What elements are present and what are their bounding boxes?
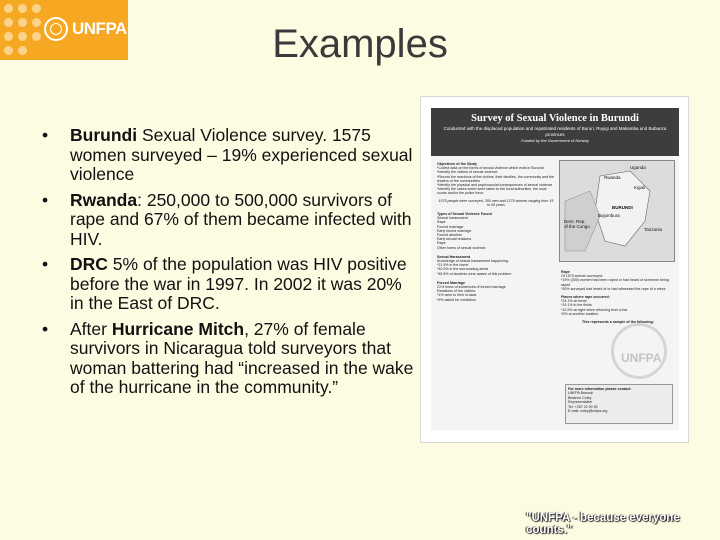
type-item: Other forms of sexual violence — [437, 245, 486, 250]
forced-item: Reactions of the victims: — [437, 289, 476, 294]
contact-line: Representative — [568, 400, 593, 405]
document-left-column — [437, 162, 555, 302]
sample-note: 1575 people were surveyed, 300 men and 1275 women ranging from 15 to 65 years — [438, 198, 554, 207]
document-subtitle: Conducted with the displaced population and repatriated residents of Bururi, Ruyigi and Makamba and Bubanza provinces — [443, 126, 667, 137]
harassment-item: *45.5% of students were aware of this problem — [437, 271, 512, 276]
rape-title: Rape — [561, 270, 570, 274]
bullet-rwanda: • Rwanda: 250,000 to 500,000 survivors of rape and 67% of them became infected with HIV. — [40, 191, 415, 250]
places-item: *19.1% in the fields — [561, 303, 592, 308]
type-item: Forced abortion — [437, 233, 463, 238]
harassment-title: Sexual Harassment — [437, 254, 471, 259]
forced-item: *9% asked for mediation — [437, 297, 476, 302]
bullet-drc: • DRC 5% of the population was HIV positive before the war in 1997. In 2002 it was 20% in the East of DRC. — [40, 255, 415, 314]
objectives-title: Objectives of the Study — [437, 162, 477, 166]
harassment-item: *40.9% in the surrounding areas — [437, 267, 489, 272]
contact-line: E-mail: coley@unfpa.org — [568, 409, 608, 414]
places-item: *12.9% at night when returning from a bar — [561, 307, 628, 312]
places-title: Places where rape occurred: — [561, 295, 610, 300]
objective-item: *Identify the victims of sexual violence — [437, 170, 498, 175]
bullet-list — [40, 126, 415, 404]
document-header — [431, 108, 679, 156]
burundi-map — [559, 160, 675, 262]
contact-box — [565, 384, 673, 424]
type-item: Forced marriage — [437, 224, 464, 229]
harassment-item: Knowledge of sexual harassment happening: — [437, 259, 509, 264]
map-label: Dem. Rep. of the Congo — [564, 219, 590, 229]
map-label: Tanzania — [644, 227, 663, 232]
rape-item: *30% surveyed had heard of or had witnessed the rape of a minor — [561, 286, 666, 291]
document-title: Survey of Sexual Violence in Burundi — [471, 113, 639, 124]
contact-line: Tel: +257 22 90 90 — [568, 404, 598, 409]
type-item: Early forced marriage — [437, 228, 472, 233]
document-funded: Funded by the Government of Norway — [521, 138, 589, 143]
represents-text: This represents a sample of the following: — [582, 320, 654, 325]
harassment-item: *21.9% in the home — [437, 263, 469, 268]
types-title: Types of Sexual Violence Found — [437, 212, 492, 217]
rape-item: *19% (300) women had been raped or had heard of someone being raped — [561, 278, 669, 287]
map-label: BURUNDI — [612, 205, 633, 210]
bullet-burundi: • Burundi Sexual Violence survey. 1575 women surveyed – 19% experienced sexual violence — [40, 126, 415, 185]
type-item: Rape — [437, 241, 446, 246]
type-item: Rape — [437, 220, 446, 225]
objective-item: *Identify the physical and psychosocial consequences of sexual violence — [437, 183, 553, 188]
forced-item: 21% knew of incidences of forced marriage — [437, 285, 506, 290]
contact-line: UNFPA Burundi — [568, 391, 594, 396]
places-item: *6% at another location — [561, 311, 599, 316]
forced-item: *1% went to their in-laws — [437, 293, 477, 298]
forced-title: Forced Marriage — [437, 280, 465, 285]
bullet-hurricane-mitch: • After Hurricane Mitch, 27% of female survivors in Nicaragua told surveyors that woman battering had “increased in the wake of the hurricane in the community.” — [40, 320, 415, 398]
type-item: Early sexual relations — [437, 237, 472, 242]
map-label: Kigali — [634, 185, 646, 190]
watermark-text: UNFPA — [621, 351, 662, 365]
logo-brand: UNFPA — [72, 19, 127, 38]
survey-document — [431, 108, 679, 430]
document-right-column — [561, 270, 675, 324]
rape-item: Of 1575 women surveyed: — [561, 274, 603, 279]
map-label: Rwanda — [604, 175, 621, 180]
contact-title: For more information please contact: — [568, 387, 632, 391]
objective-item: *Record the reactions of the victims, their families, the community and the leaders of the communities — [437, 174, 555, 183]
objective-item: *Identify the cases which were taken to the local authorities, the local courts and/or the police force — [437, 187, 547, 196]
contact-line: Beatrice Coley — [568, 395, 592, 400]
type-item: Sexual harassment — [437, 216, 468, 221]
map-label: Uganda — [630, 165, 646, 170]
objective-item: *Collect data on the forms of sexual violence which exist in Burundi — [437, 166, 544, 171]
map-label: Bujumbura — [598, 213, 620, 218]
places-item: *24.1% at home — [561, 299, 587, 304]
footer-tagline: "UNFPA - because everyone counts." — [526, 512, 680, 536]
slide-title: Examples — [272, 22, 448, 66]
